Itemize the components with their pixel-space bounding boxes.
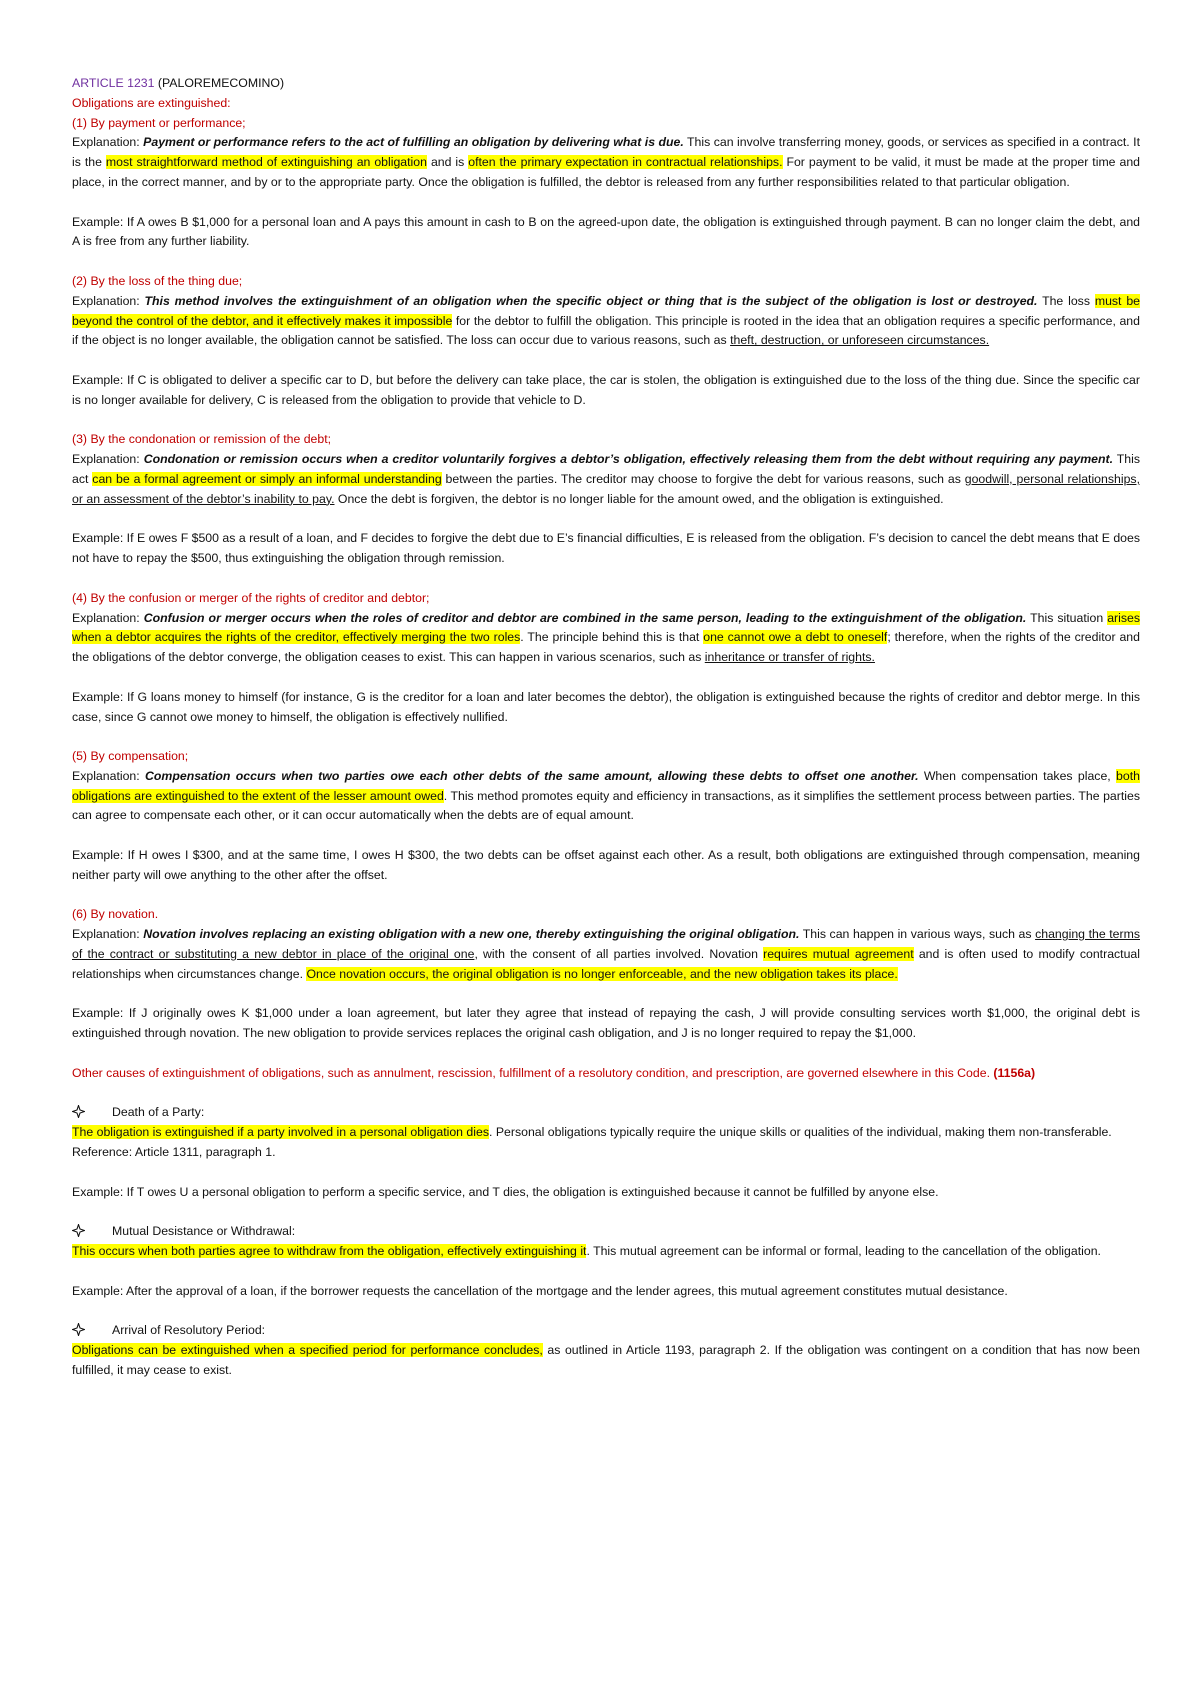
- explanation-label: Explanation:: [72, 452, 140, 467]
- explanation-text: ; therefore, when the rights of the creditor and the obligations of the debtor converge, the obligation ceases to exist. This can happen in various scenarios, such as: [72, 630, 1140, 665]
- definition-text: Confusion or merger occurs when the roles of creditor and debtor are combined in the same person, leading to the extinguishment of the obligation.: [143, 610, 1027, 625]
- article-title-line: [72, 74, 1140, 94]
- explanation-text: Once the debt is forgiven, the debtor is no longer liable for the amount owed, and the obligation is extinguished.: [334, 491, 944, 506]
- explanation-text: . This method promotes equity and efficiency in transactions, as it simplifies the settlement process between parties. The parties can agree to compensate each other, or it can occur automatically when the debts are of equal amount.: [72, 788, 1140, 823]
- section-example: Example: If G loans money to himself (for instance, G is the creditor for a loan and later becomes the debtor), the obligation is extinguished because the rights of creditor and debtor merge. In this case, since G cannot owe money to himself, the obligation is effectively nullified.: [72, 689, 1140, 724]
- underlined-text: inheritance or transfer of rights.: [704, 650, 875, 665]
- section-heading: (6) By novation.: [72, 907, 159, 922]
- explanation-text: for the debtor to fulfill the obligation. This principle is rooted in the idea that an obligation requires a specific performance, and if the object is no longer available, the obligation cannot be satisfied. The loss can occur due to various reasons, such as: [72, 313, 1140, 348]
- bullet-title: [72, 1222, 1140, 1242]
- section-heading: (3) By the condonation or remission of the debt;: [72, 432, 332, 447]
- section-explanation: [72, 133, 1140, 192]
- highlighted-text: often the primary expectation in contractual relationships.: [468, 155, 783, 170]
- section-heading: (4) By the confusion or merger of the rights of creditor and debtor;: [72, 590, 430, 605]
- explanation-label: Explanation:: [72, 293, 140, 308]
- bullet-text: as outlined in Article 1193, paragraph 2. If the obligation was contingent on a condition that has now been fulfilled, it may cease to exist.: [72, 1343, 1140, 1377]
- section-example: Example: If C is obligated to deliver a specific car to D, but before the delivery can take place, the car is stolen, the obligation is extinguished due to the loss of the thing due. Since the specific car is no longer available for delivery, C is released from the obligation to provide that vehicle to D.: [72, 372, 1140, 407]
- other-causes-note: [72, 1064, 1140, 1084]
- highlighted-text: can be a formal agreement or simply an informal understanding: [92, 471, 442, 486]
- underlined-text: changing the terms of the contract or substituting a new debtor in place of the original one: [72, 927, 1140, 962]
- definition-text: Compensation occurs when two parties owe each other debts of the same amount, allowing these debts to offset one another.: [145, 768, 919, 783]
- explanation-text: , with the consent of all parties involved. Novation: [474, 947, 764, 962]
- section-explanation: [72, 925, 1140, 984]
- bullet-title: [72, 1321, 1140, 1341]
- bullet-body: [72, 1341, 1140, 1381]
- highlighted-text: This occurs when both parties agree to withdraw from the obligation, effectively extinguishing it: [72, 1244, 587, 1259]
- highlighted-text: one cannot owe a debt to oneself: [703, 630, 888, 645]
- bullet-title-text: Mutual Desistance or Withdrawal:: [112, 1224, 296, 1239]
- explanation-text: The loss: [1037, 293, 1095, 308]
- explanation-text: and is often used to modify contractual relationships when circumstances change.: [72, 947, 1141, 981]
- bullet-text: . This mutual agreement can be informal or formal, leading to the cancellation of the obligation.: [586, 1244, 1101, 1259]
- explanation-text: For payment to be valid, it must be made at the proper time and place, in the correct manner, and by or to the appropriate party. Once the obligation is fulfilled, the debtor is released from any further responsibilities related to that particular obligation.: [72, 155, 1140, 189]
- section-heading: (1) By payment or performance;: [72, 115, 246, 130]
- intro-line: Obligations are extinguished:: [72, 95, 231, 110]
- other-causes-ref: (1156a): [993, 1065, 1036, 1080]
- highlighted-text: The obligation is extinguished if a party involved in a personal obligation dies: [72, 1125, 489, 1140]
- bullet-example: Example: If T owes U a personal obligation to perform a specific service, and T dies, the obligation is extinguished because it cannot be fulfilled by anyone else.: [72, 1184, 939, 1199]
- section-example: Example: If A owes B $1,000 for a personal loan and A pays this amount in cash to B on the agreed-upon date, the obligation is extinguished through payment. B can no longer claim the debt, and A is free from any further liability.: [72, 214, 1140, 249]
- section-heading: (2) By the loss of the thing due;: [72, 273, 243, 288]
- bullet-text: . Personal obligations typically require the unique skills or qualities of the individual, making them non-transferable.: [489, 1125, 1112, 1140]
- highlighted-text: requires mutual agreement: [763, 947, 914, 962]
- bullet-body: [72, 1242, 1140, 1262]
- explanation-text: . The principle behind this is that: [520, 630, 704, 645]
- diamond-bullet-icon: [72, 1103, 112, 1123]
- highlighted-text: Obligations can be extinguished when a specified period for performance concludes,: [72, 1343, 543, 1357]
- explanation-label: Explanation:: [72, 135, 140, 150]
- bullet-body: [72, 1123, 1140, 1143]
- bullet-title: [72, 1103, 1140, 1123]
- section-example: Example: If J originally owes K $1,000 under a loan agreement, but later they agree that instead of repaying the cash, J will provide consulting services worth $1,000, the original debt is extinguished through novation. The new obligation to provide services replaces the original cash obligation, and J is no longer required to repay the $1,000.: [72, 1006, 1140, 1041]
- highlighted-text: both obligations are extinguished to the extent of the lesser amount owed: [72, 768, 1140, 803]
- highlighted-text: arises when a debtor acquires the rights of the creditor, effectively merging the two roles: [72, 610, 1141, 645]
- section-explanation: [72, 767, 1140, 826]
- bullet-title-text: Arrival of Resolutory Period:: [112, 1323, 266, 1338]
- document-page: [72, 74, 1140, 1381]
- explanation-text: This act: [72, 452, 1140, 486]
- bullet-example: Example: After the approval of a loan, if the borrower requests the cancellation of the mortgage and the lender agrees, this mutual agreement constitutes mutual desistance.: [72, 1283, 1008, 1298]
- bullet-title-text: Death of a Party:: [112, 1105, 205, 1120]
- explanation-label: Explanation:: [72, 610, 140, 625]
- underlined-text: theft, destruction, or unforeseen circumstances.: [730, 333, 990, 348]
- underlined-text: goodwill, personal relationships, or an assessment of the debtor’s inability to pay.: [72, 471, 1140, 506]
- section-explanation: [72, 292, 1140, 351]
- highlighted-text: most straightforward method of extinguishing an obligation: [105, 155, 427, 170]
- bullet-reference: Reference: Article 1311, paragraph 1.: [72, 1145, 276, 1160]
- explanation-label: Explanation:: [72, 927, 140, 942]
- definition-text: This method involves the extinguishment of an obligation when the specific object or thing that is the subject of the obligation is lost or destroyed.: [144, 293, 1038, 308]
- highlighted-text: must be beyond the control of the debtor, and it effectively makes it impossible: [72, 293, 1140, 328]
- section-example: Example: If E owes F $500 as a result of a loan, and F decides to forgive the debt due to E’s financial difficulties, E is released from the obligation. F’s decision to cancel the debt means that E does not have to repay the $500, thus extinguishing the obligation through remission.: [72, 531, 1140, 566]
- definition-text: Payment or performance refers to the act of fulfilling an obligation by delivering what is due.: [143, 135, 684, 150]
- explanation-text: This can happen in various ways, such as: [799, 927, 1036, 942]
- explanation-text: This can involve transferring money, goods, or services as specified in a contract. It is the: [72, 135, 1140, 170]
- diamond-bullet-icon: [72, 1321, 112, 1341]
- article-number: ARTICLE 1231: [72, 76, 155, 90]
- section-explanation: [72, 609, 1140, 668]
- explanation-label: Explanation:: [72, 768, 140, 783]
- explanation-text: between the parties. The creditor may choose to forgive the debt for various reasons, such as: [441, 471, 965, 486]
- section-example: Example: If H owes I $300, and at the same time, I owes H $300, the two debts can be offset against each other. As a result, both obligations are extinguished through compensation, meaning neither party will owe anything to the other after the offset.: [72, 848, 1140, 882]
- section-explanation: [72, 450, 1140, 509]
- article-author: (PALOREMECOMINO): [157, 76, 285, 90]
- other-causes-text: Other causes of extinguishment of obligations, such as annulment, rescission, fulfillment of a resolutory condition, and prescription, are governed elsewhere in this Code.: [72, 1065, 990, 1080]
- explanation-text: This situation: [1026, 610, 1108, 625]
- section-heading: (5) By compensation;: [72, 749, 189, 764]
- explanation-text: When compensation takes place,: [918, 768, 1117, 783]
- explanation-text: and is: [426, 155, 469, 170]
- definition-text: Condonation or remission occurs when a creditor voluntarily forgives a debtor’s obligation, effectively releasing them from the debt without requiring any payment.: [143, 452, 1113, 467]
- highlighted-text: Once novation occurs, the original obligation is no longer enforceable, and the new obligation takes its place.: [306, 966, 898, 981]
- diamond-bullet-icon: [72, 1222, 112, 1242]
- definition-text: Novation involves replacing an existing obligation with a new one, thereby extinguishing the original obligation.: [143, 927, 800, 942]
